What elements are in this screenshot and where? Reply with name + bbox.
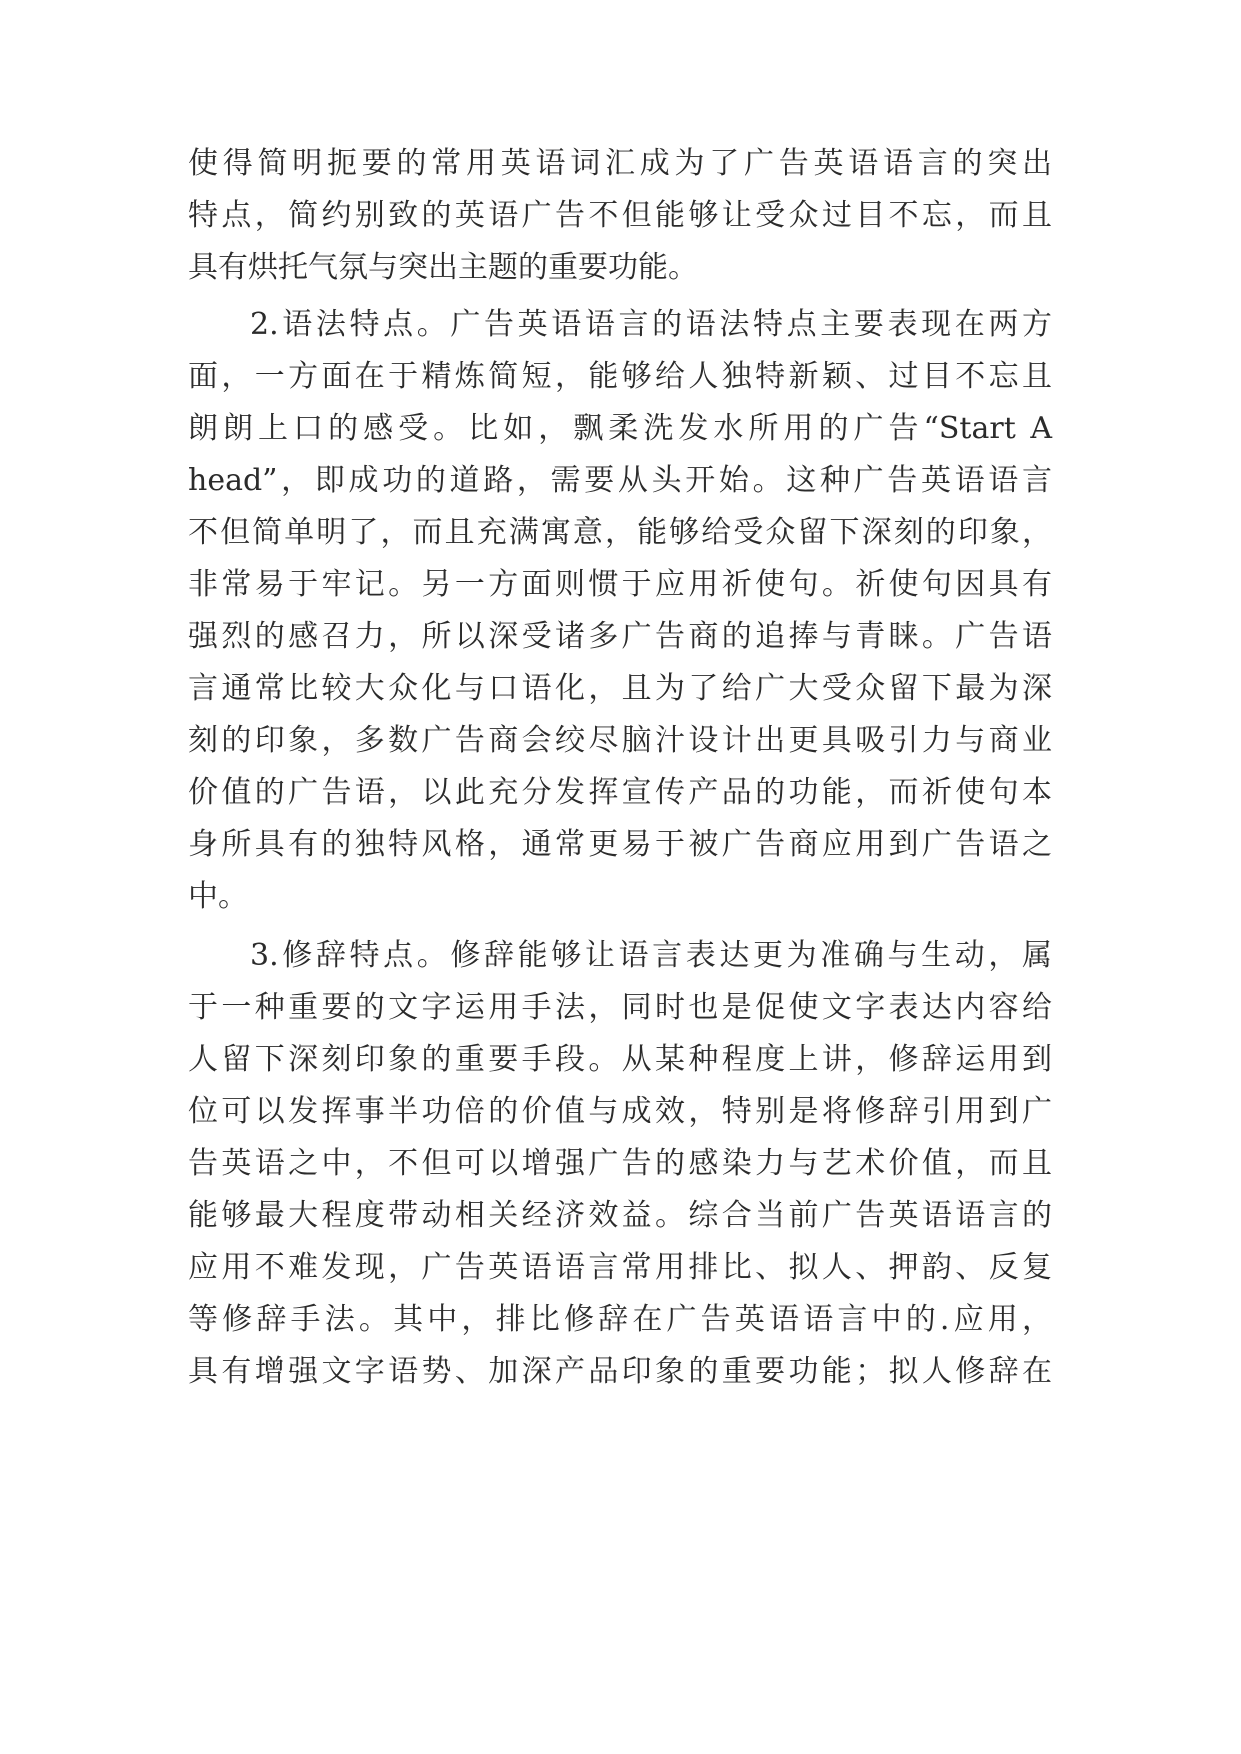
text-line: 应用不难发现，广告英语语言常用排比、拟人、押韵、反复 [188,1250,1052,1285]
text-line: 言通常比较大众化与口语化，且为了给广大受众留下最为深 [188,671,1052,706]
paragraph-heading-line: 3.修辞特点。修辞能够让语言表达更为准确与生动，属 [250,938,1052,973]
text-line: 人留下深刻印象的重要手段。从某种程度上讲，修辞运用到 [188,1042,1052,1077]
text-line: 于一种重要的文字运用手法，同时也是促使文字表达内容给 [188,990,1052,1025]
text-line: 朗朗上口的感受。比如，飘柔洗发水所用的广告“Start A [188,411,1052,446]
text-line: 不但简单明了，而且充满寓意，能够给受众留下深刻的印象， [188,515,1052,550]
text-line: 面，一方面在于精炼简短，能够给人独特新颖、过目不忘且 [188,359,1052,394]
text-line: 位可以发挥事半功倍的价值与成效，特别是将修辞引用到广 [188,1094,1052,1129]
paragraph-heading-line: 2.语法特点。广告英语语言的语法特点主要表现在两方 [250,307,1052,342]
text-line: 能够最大程度带动相关经济效益。综合当前广告英语语言的 [188,1198,1052,1233]
text-line: 使得简明扼要的常用英语词汇成为了广告英语语言的突出 [188,146,1052,181]
text-line: 具有增强文字语势、加深产品印象的重要功能；拟人修辞在 [188,1354,1052,1389]
text-line: 等修辞手法。其中，排比修辞在广告英语语言中的.应用， [188,1302,1052,1337]
text-line: 非常易于牢记。另一方面则惯于应用祈使句。祈使句因具有 [188,567,1052,602]
text-line: 身所具有的独特风格，通常更易于被广告商应用到广告语之 [188,827,1052,862]
text-line: 特点，简约别致的英语广告不但能够让受众过目不忘，而且 [188,198,1052,233]
text-line: 刻的印象，多数广告商会绞尽脑汁设计出更具吸引力与商业 [188,723,1052,758]
text-line: 价值的广告语，以此充分发挥宣传产品的功能，而祈使句本 [188,775,1052,810]
text-line: 中。 [188,879,248,914]
text-line: 强烈的感召力，所以深受诸多广告商的追捧与青睐。广告语 [188,619,1052,654]
text-line: 告英语之中，不但可以增强广告的感染力与艺术价值，而且 [188,1146,1052,1181]
text-line: 具有烘托气氛与突出主题的重要功能。 [188,250,698,285]
text-line: head”，即成功的道路，需要从头开始。这种广告英语语言 [188,463,1052,498]
